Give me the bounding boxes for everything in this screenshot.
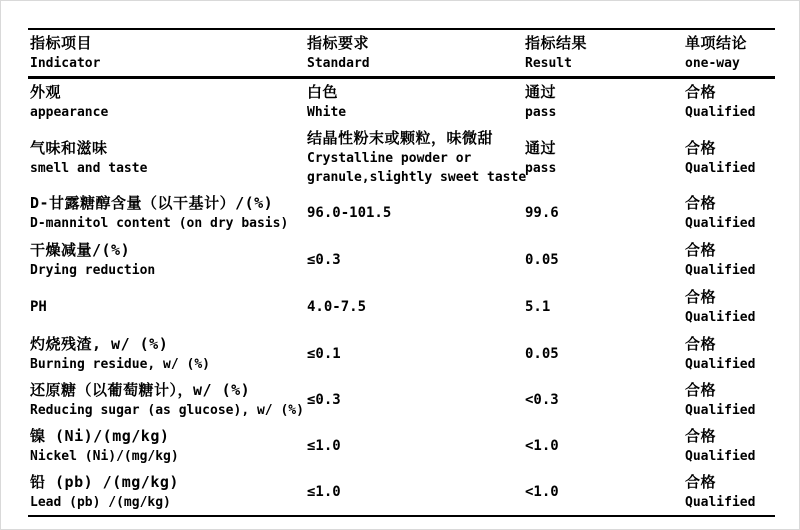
cell-standard (305, 283, 523, 331)
conclusion-line: 合格 (685, 427, 717, 445)
cell-indicator (28, 79, 305, 125)
cell-result (523, 125, 683, 190)
table-row (28, 236, 775, 283)
cell-indicator (28, 190, 305, 236)
standard-line: ≤0.1 (307, 346, 341, 362)
cell-indicator (28, 125, 305, 190)
header-result (523, 30, 683, 76)
table-row (28, 125, 775, 190)
cell-standard (305, 79, 523, 125)
cell-standard (305, 423, 523, 469)
indicator-line: Drying reduction (30, 262, 156, 278)
header-standard-en: Standard (307, 56, 370, 71)
result-line: 5.1 (525, 299, 551, 315)
header-standard (305, 30, 523, 76)
cell-result (523, 283, 683, 331)
conclusion-line: Qualified (685, 310, 756, 325)
cell-conclusion (683, 236, 775, 283)
result-line: 0.05 (525, 346, 559, 362)
standard-line: granule,slightly sweet taste (307, 170, 527, 185)
spec-table (28, 28, 775, 517)
cell-indicator (28, 236, 305, 283)
indicator-line: 铅 (pb) /(mg/kg) (30, 473, 179, 491)
table-row (28, 79, 775, 125)
standard-line: 96.0-101.5 (307, 205, 392, 221)
cell-result (523, 79, 683, 125)
conclusion-line: Qualified (685, 495, 756, 510)
cell-result (523, 236, 683, 283)
cell-indicator (28, 331, 305, 377)
header-conclusion-zh: 单项结论 (685, 34, 748, 52)
header-indicator-zh: 指标项目 (30, 34, 93, 52)
conclusion-line: Qualified (685, 357, 756, 372)
indicator-line: Burning residue, w/ (%) (30, 357, 211, 372)
table-row (28, 331, 775, 377)
result-line: 0.05 (525, 251, 559, 268)
cell-standard (305, 331, 523, 377)
conclusion-line: Qualified (685, 105, 756, 120)
standard-line: ≤0.3 (307, 251, 341, 268)
cell-standard (305, 125, 527, 190)
standard-line: ≤1.0 (307, 438, 341, 454)
cell-indicator (28, 377, 305, 423)
table-row (28, 283, 775, 331)
standard-line: White (307, 105, 347, 120)
table-row (28, 423, 775, 469)
conclusion-line: 合格 (685, 288, 717, 306)
header-standard-zh: 指标要求 (307, 34, 370, 52)
indicator-line: 镍 (Ni)/(mg/kg) (30, 427, 170, 445)
cell-indicator (28, 423, 305, 469)
cell-standard (305, 377, 523, 423)
header-indicator (28, 30, 305, 76)
indicator-line: 气味和滋味 (30, 138, 108, 157)
standard-line: ≤0.3 (307, 392, 341, 408)
indicator-line: 灼烧残渣, w/ (%) (30, 335, 169, 353)
table-header-row (28, 30, 775, 79)
conclusion-line: 合格 (685, 473, 717, 491)
cell-result (523, 469, 683, 515)
conclusion-line: Qualified (685, 262, 756, 278)
indicator-line: D-甘露糖醇含量（以干基计）/(%) (30, 194, 274, 212)
cell-indicator (28, 469, 305, 515)
result-line: 通过 (525, 138, 557, 157)
indicator-line: PH (30, 299, 47, 315)
cell-result (523, 377, 683, 423)
indicator-line: Nickel (Ni)/(mg/kg) (30, 449, 179, 464)
cell-conclusion (683, 423, 775, 469)
indicator-line: 干燥减量/(%) (30, 240, 131, 259)
conclusion-line: Qualified (685, 216, 756, 231)
conclusion-line: Qualified (685, 160, 756, 176)
cell-conclusion (683, 190, 775, 236)
indicator-line: 还原糖（以葡萄糖计），w/ (%) (30, 381, 251, 399)
standard-line: Crystalline powder or (307, 151, 472, 166)
conclusion-line: 合格 (685, 194, 717, 212)
header-indicator-en: Indicator (30, 56, 101, 71)
conclusion-line: 合格 (685, 381, 717, 399)
cell-result (523, 190, 683, 236)
indicator-line: Reducing sugar (as glucose), w/ (%) (30, 403, 304, 418)
header-conclusion (683, 30, 775, 76)
conclusion-line: 合格 (685, 335, 717, 353)
indicator-line: appearance (30, 105, 109, 120)
cell-conclusion (683, 377, 775, 423)
conclusion-line: 合格 (685, 83, 717, 101)
conclusion-line: Qualified (685, 403, 756, 418)
cell-indicator (28, 283, 305, 331)
table-row (28, 190, 775, 236)
header-conclusion-en: one-way (685, 56, 740, 71)
conclusion-line: 合格 (685, 240, 717, 259)
conclusion-line: 合格 (685, 138, 717, 157)
cell-conclusion (683, 283, 775, 331)
standard-line: 白色 (307, 83, 339, 101)
cell-result (523, 423, 683, 469)
result-line: 通过 (525, 83, 557, 101)
header-result-en: Result (525, 56, 572, 71)
indicator-line: smell and taste (30, 160, 148, 176)
indicator-line: Lead (pb) /(mg/kg) (30, 495, 171, 510)
table-row (28, 377, 775, 423)
cell-conclusion (683, 79, 775, 125)
standard-line: 结晶性粉末或颗粒，味微甜 (307, 129, 494, 147)
table-body (28, 79, 775, 515)
cell-conclusion (683, 125, 775, 190)
standard-line: 4.0-7.5 (307, 299, 367, 315)
indicator-line: 外观 (30, 83, 62, 101)
cell-standard (305, 469, 523, 515)
result-line: pass (525, 105, 557, 120)
indicator-line: D-mannitol content (on dry basis) (30, 216, 289, 231)
result-line: <1.0 (525, 484, 559, 500)
conclusion-line: Qualified (685, 449, 756, 464)
result-line: 99.6 (525, 205, 559, 221)
standard-line: ≤1.0 (307, 484, 341, 500)
cell-standard (305, 236, 523, 283)
cell-conclusion (683, 331, 775, 377)
cell-result (523, 331, 683, 377)
result-line: <1.0 (525, 438, 559, 454)
cell-conclusion (683, 469, 775, 515)
header-result-zh: 指标结果 (525, 34, 588, 52)
result-line: pass (525, 160, 557, 176)
table-row (28, 469, 775, 515)
result-line: <0.3 (525, 392, 559, 408)
cell-standard (305, 190, 523, 236)
